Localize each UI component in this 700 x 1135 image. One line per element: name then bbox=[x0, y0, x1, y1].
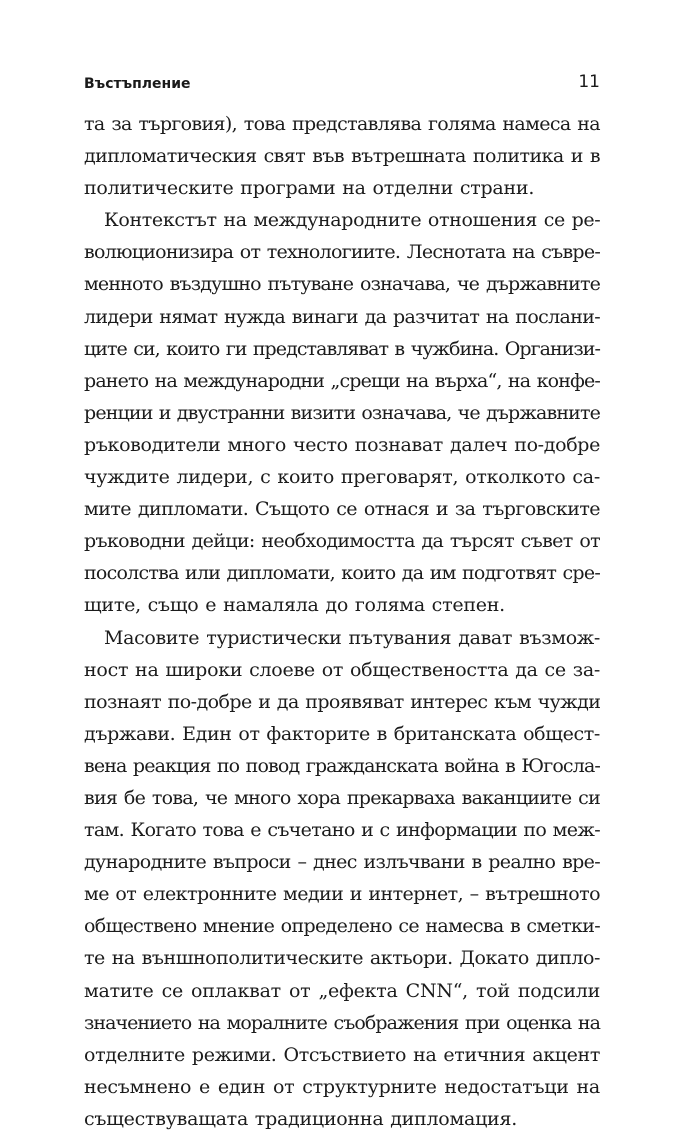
text-line: волюционизира от технологиите. Леснотата на съвре- bbox=[84, 236, 600, 268]
text-line: дипломатическия свят във вътрешната политика и в bbox=[84, 140, 600, 172]
text-line: посолства или дипломати, които да им подготвят сре- bbox=[84, 557, 600, 589]
text-line: мите дипломати. Същото се отнася и за търговските bbox=[84, 493, 600, 525]
text-line: значението на моралните съображения при оценка на bbox=[84, 1007, 600, 1039]
text-line: държави. Един от факторите в британската общест- bbox=[84, 718, 600, 750]
text-line: ренции и двустранни визити означава, че държавните bbox=[84, 397, 600, 429]
text-line: ръководни дейци: необходимостта да търсят съвет от bbox=[84, 525, 600, 557]
running-head: Въстъпление bbox=[84, 76, 191, 92]
text-line: ме от електронните медии и интернет, – вътрешното bbox=[84, 878, 600, 910]
paragraph bbox=[84, 204, 600, 621]
text-line: Контекстът на международните отношения се ре- bbox=[84, 204, 600, 236]
text-line: Масовите туристически пътувания дават възмож- bbox=[84, 622, 600, 654]
text-line: щите, също е намаляла до голяма степен. bbox=[84, 589, 600, 621]
text-line: дународните въпроси – днес излъчвани в реално вре- bbox=[84, 846, 600, 878]
paragraph bbox=[84, 622, 600, 1135]
text-line: съществуващата традиционна дипломация. bbox=[84, 1103, 600, 1135]
text-line: те на външнополитическите актьори. Докато дипло- bbox=[84, 942, 600, 974]
body-text bbox=[84, 108, 600, 1135]
text-line: там. Когато това е съчетано и с информации по меж- bbox=[84, 814, 600, 846]
paragraph bbox=[84, 108, 600, 204]
text-line: ръководители много често познават далеч по-добре bbox=[84, 429, 600, 461]
page-header bbox=[84, 72, 600, 96]
text-line: политическите програми на отделни страни. bbox=[84, 172, 600, 204]
page-number: 11 bbox=[578, 72, 600, 92]
text-line: обществено мнение определено се намесва в сметки- bbox=[84, 910, 600, 942]
text-line: ност на широки слоеве от обществеността да се за- bbox=[84, 654, 600, 686]
text-line: чуждите лидери, с които преговарят, отколкото са- bbox=[84, 461, 600, 493]
text-line: ците си, които ги представляват в чужбина. Организи- bbox=[84, 333, 600, 365]
text-line: лидери нямат нужда винаги да разчитат на послани- bbox=[84, 301, 600, 333]
text-line: рането на международни „срещи на върха“, на конфе- bbox=[84, 365, 600, 397]
text-line: несъмнено е един от структурните недостатъци на bbox=[84, 1071, 600, 1103]
text-line: вия бе това, че много хора прекарваха ваканциите си bbox=[84, 782, 600, 814]
text-line: та за търговия), това представлява голяма намеса на bbox=[84, 108, 600, 140]
text-line: вена реакция по повод гражданската война в Югосла- bbox=[84, 750, 600, 782]
text-line: матите се оплакват от „ефекта CNN“, той подсили bbox=[84, 975, 600, 1007]
text-line: менното въздушно пътуване означава, че държавните bbox=[84, 268, 600, 300]
text-line: познаят по-добре и да проявяват интерес към чужди bbox=[84, 686, 600, 718]
text-line: отделните режими. Отсъствието на етичния акцент bbox=[84, 1039, 600, 1071]
